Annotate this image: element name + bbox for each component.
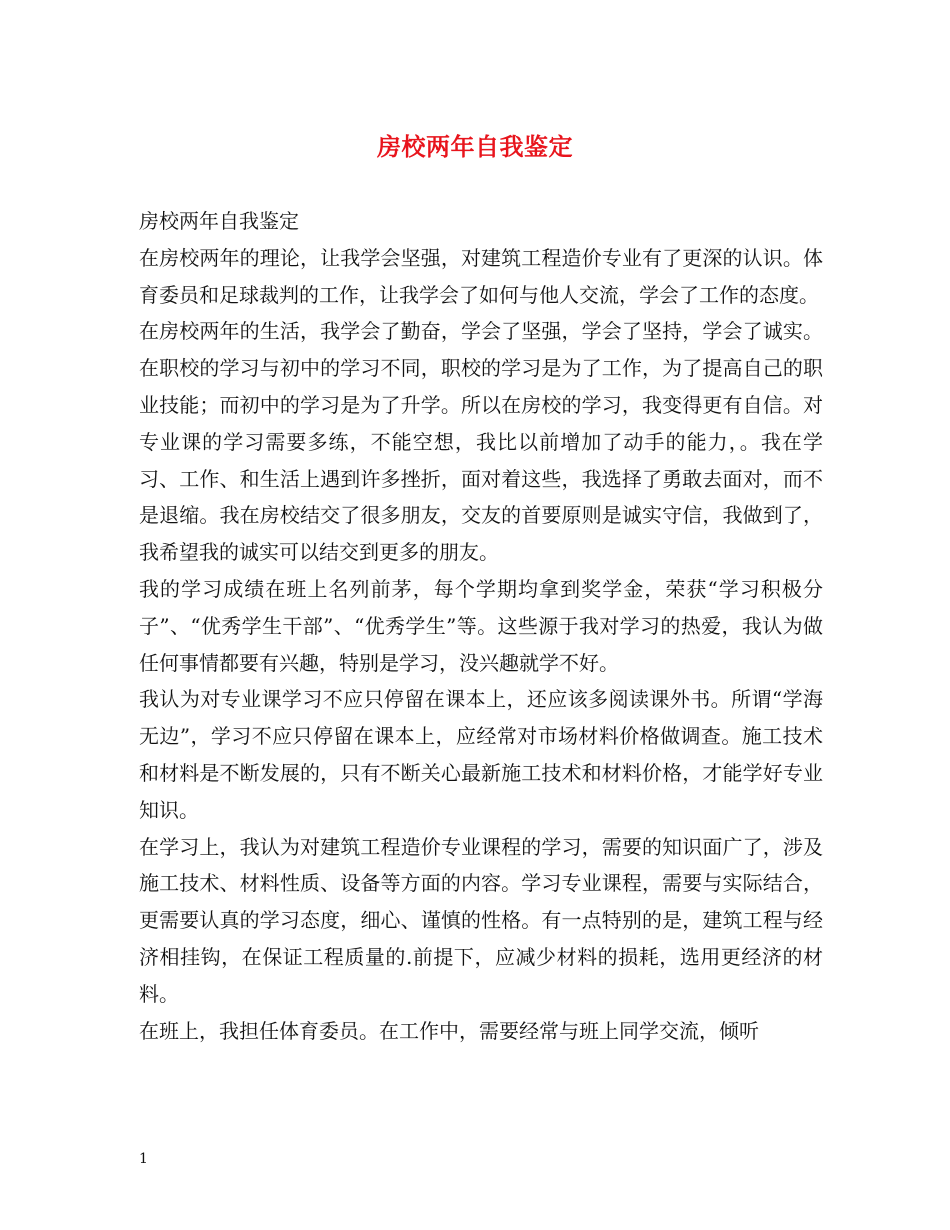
- paragraph-theory: 在房校两年的理论，让我学会坚强，对建筑工程造价专业有了更深的认识。体育委员和足球裁判的工作，让我学会了如何与他人交流，学会了工作的态度。: [139, 245, 823, 307]
- paragraph-reading: 我认为对专业课学习不应只停留在课本上，还应该多阅读课外书。所谓“学海无边”，学习不应只停留在课本上，应经常对市场材料价格做调查。施工技术和材料是不断发展的，只有不断关心最新施工技术和材料价格，才能学好专业知识。: [139, 687, 823, 822]
- document-title: 房校两年自我鉴定: [377, 132, 573, 161]
- paragraph-class-role: 在班上，我担任体育委员。在工作中，需要经常与班上同学交流，倾听: [139, 1018, 759, 1043]
- paragraph-grades: 我的学习成绩在班上名列前茅，每个学期均拿到奖学金，荣获“学习积极分子”、“优秀学生干部”、“优秀学生”等。这些源于我对学习的热爱，我认为做任何事情都要有兴趣，特别是学习，没兴趣就学不好。: [139, 576, 823, 675]
- paragraph-heading: 房校两年自我鉴定: [139, 209, 299, 233]
- paragraph-life: 在房校两年的生活，我学会了勤奋，学会了坚强，学会了坚持，学会了诚实。在职校的学习与初中的学习不同，职校的学习是为了工作，为了提高自己的职业技能；而初中的学习是为了升学。所以在房校的学习，我变得更有自信。对专业课的学习需要多练，不能空想，我比以前增加了动手的能力，。我在学习、工作、和生活上遇到许多挫折，面对着这些，我选择了勇敢去面对，而不是退缩。我在房校结交了很多朋友，交友的首要原则是诚实守信，我做到了，我希望我的诚实可以结交到更多的朋友。: [139, 319, 823, 565]
- paragraph-study: 在学习上，我认为对建筑工程造价专业课程的学习，需要的知识面广了，涉及施工技术、材料性质、设备等方面的内容。学习专业课程，需要与实际结合，更需要认真的学习态度，细心、谨慎的性格。有一点特别的是，建筑工程与经济相挂钩，在保证工程质量的.前提下，应减少材料的损耗，选用更经济的材料。: [139, 834, 823, 1006]
- page-number: 1: [139, 1151, 148, 1167]
- document-body: [139, 203, 823, 1049]
